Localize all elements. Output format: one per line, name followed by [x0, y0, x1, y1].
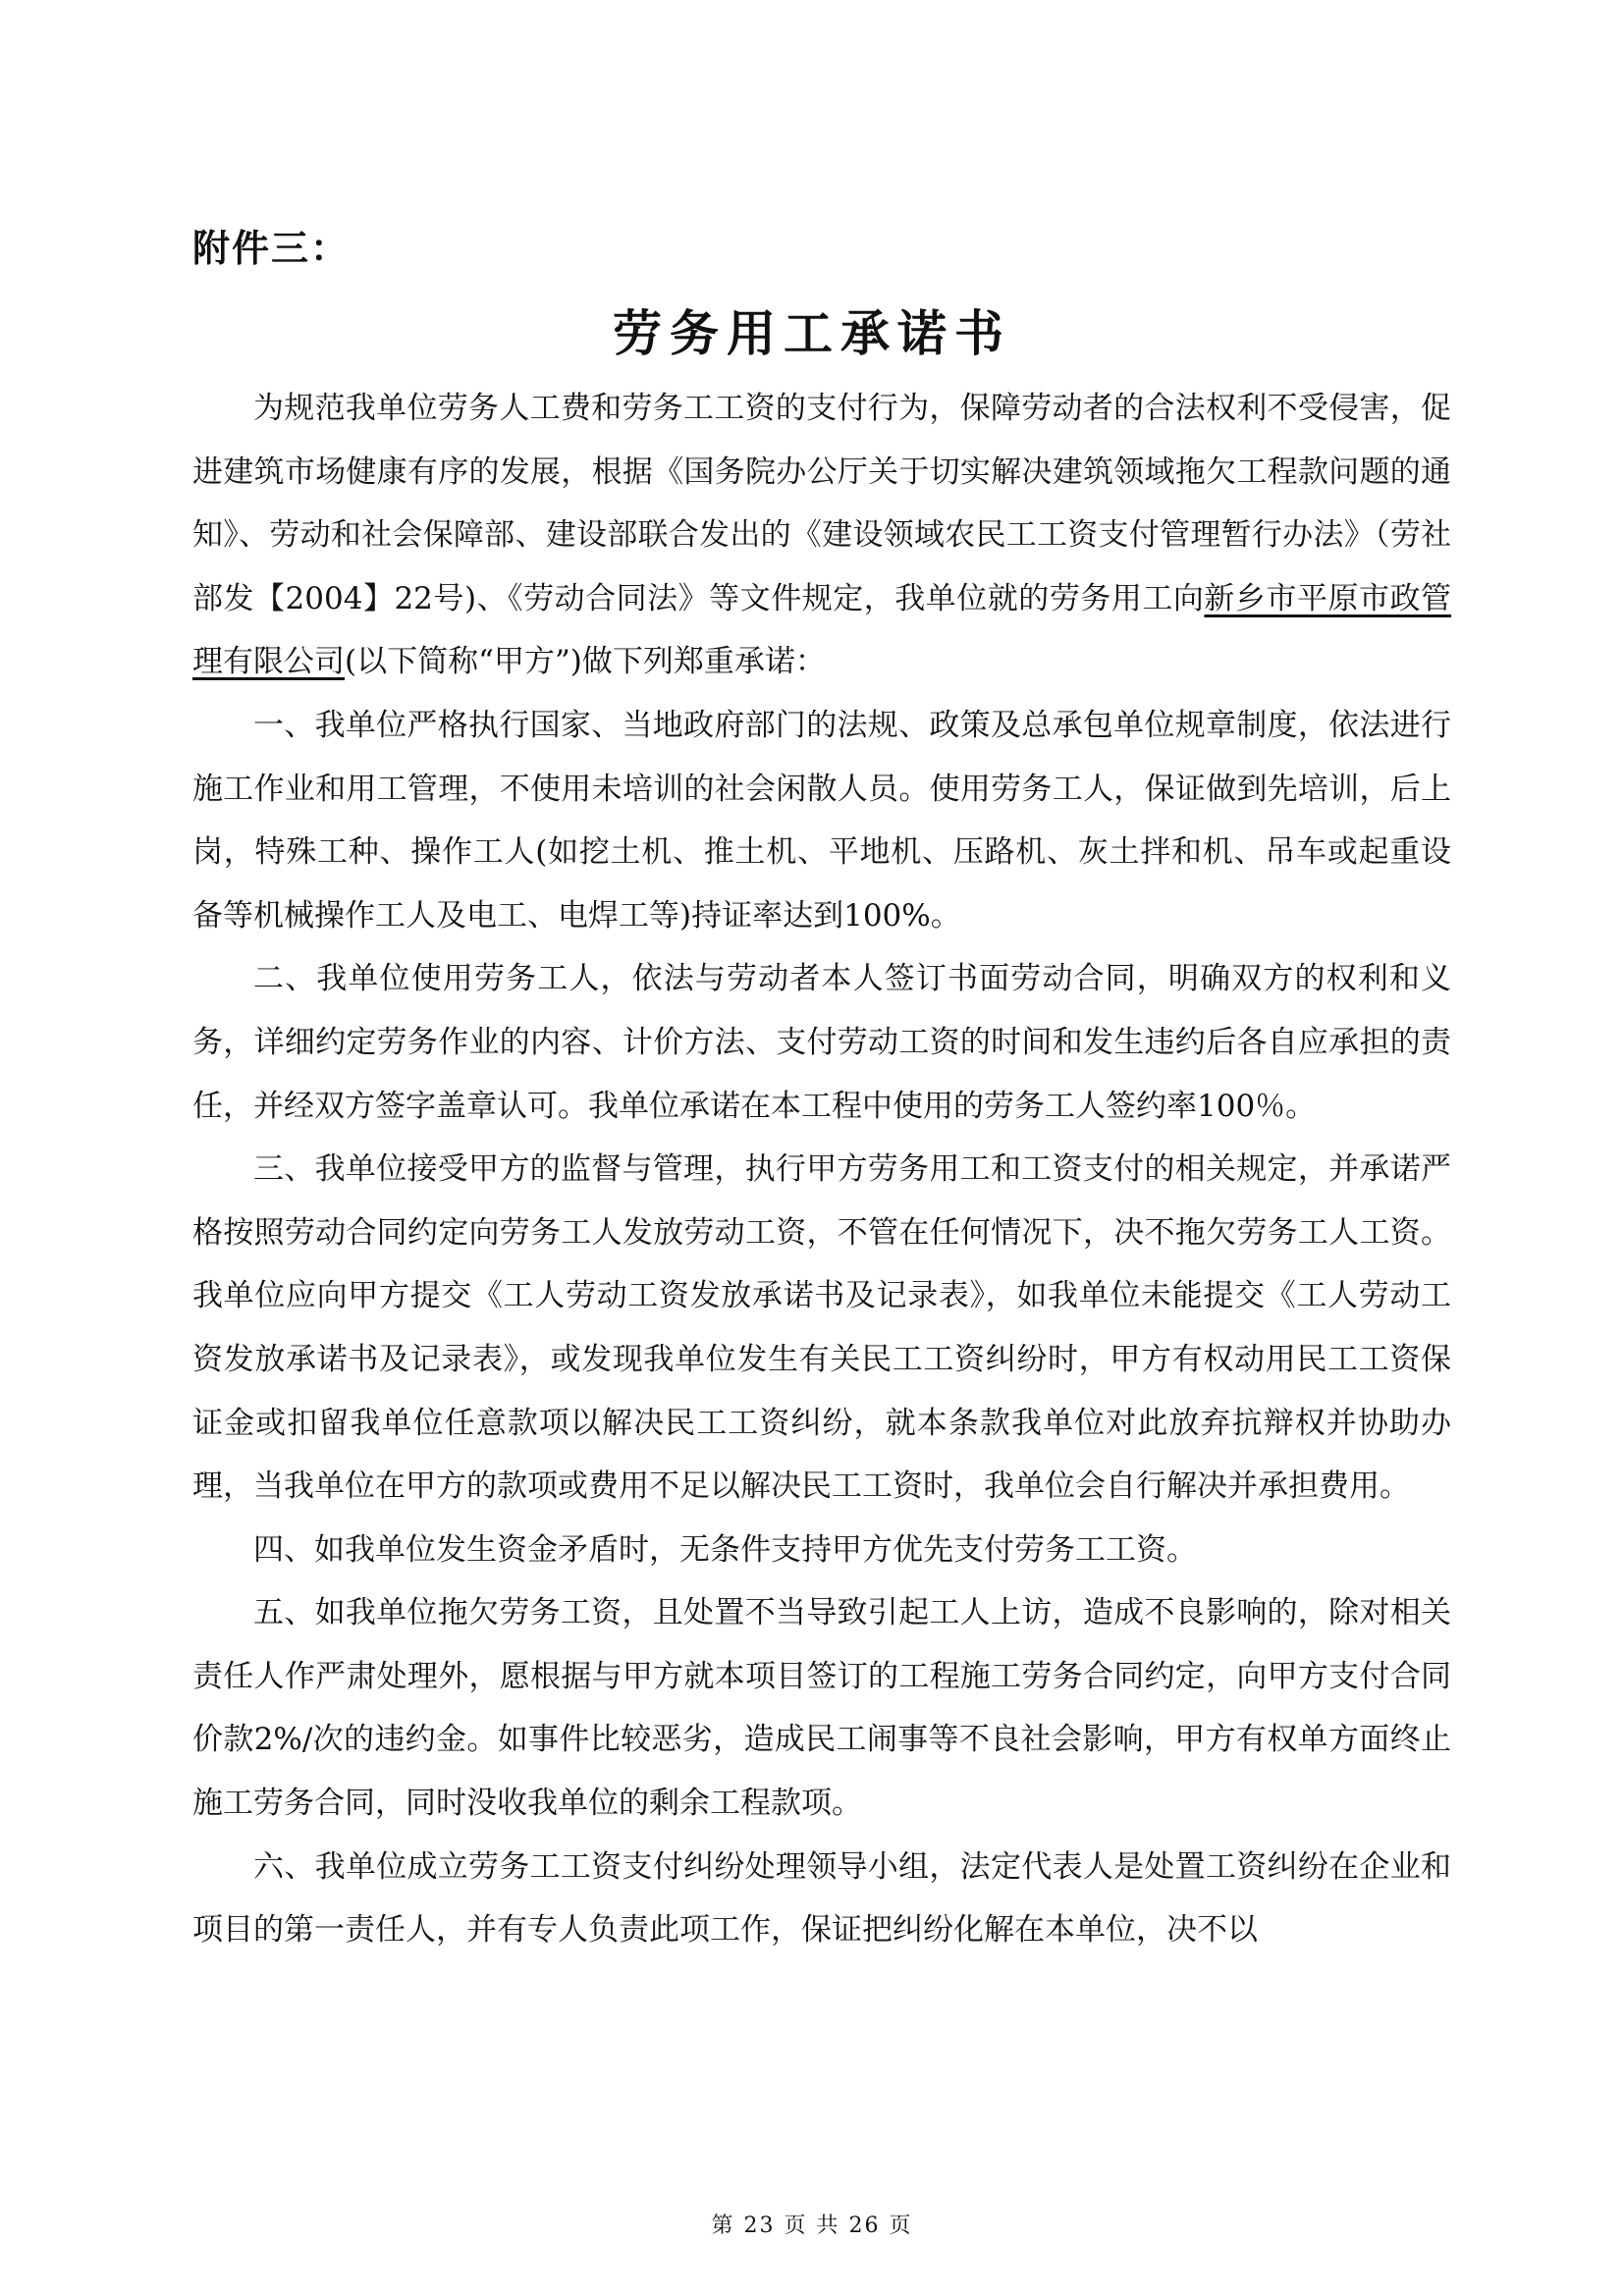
company-name: 新乡市平原市政管理有限公司 — [192, 580, 1452, 680]
intro-text-before-company: 为规范我单位劳务人工费和劳务工工资的支付行为，保障劳动者的合法权利不受侵害，促进建筑市场健康有序的发展，根据《国务院办公厅关于切实解决建筑领域拖欠工程款问题的通知》、劳动和社会保障部、建设部联合发出的《建设领域农民工工资支付管理暂行办法》（劳社部发【2004】22号)、《劳动合同法》等文件规定，我单位就的劳务用工向 — [192, 391, 1451, 616]
attachment-label: 附件三： — [192, 226, 351, 270]
page-number-footer: 第 23 页 共 26 页 — [711, 2214, 913, 2238]
document-title: 劳务用工承诺书 — [613, 304, 1011, 362]
clause-4: 四、如我单位发生资金矛盾时，无条件支持甲方优先支付劳务工工资。 — [253, 1531, 1197, 1568]
clause-2: 二、我单位使用劳务工人，依法与劳动者本人签订书面劳动合同，明确双方的权利和义务，详细约定劳务作业的内容、计价方法、支付劳动工资的时间和发生违约后各自应承担的责任，并经双方签字盖章认可。我单位承诺在本工程中使用的劳务工人签约率100％。 — [192, 961, 1451, 1124]
clause-3: 三、我单位接受甲方的监督与管理，执行甲方劳务用工和工资支付的相关规定，并承诺严格按照劳动合同约定向劳务工人发放劳动工资，不管在任何情况下，决不拖欠劳务工人工资。我单位应向甲方提交《工人劳动工资发放承诺书及记录表》，如我单位未能提交《工人劳动工资发放承诺书及记录表》，或发现我单位发生有关民工工资纠纷时，甲方有权动用民工工资保证金或扣留我单位任意款项以解决民工工资纠纷，就本条款我单位对此放弃抗辩权并协助办理，当我单位在甲方的款项或费用不足以解决民工工资时，我单位会自行解决并承担费用。 — [192, 1151, 1451, 1505]
clause-1: 一、我单位严格执行国家、当地政府部门的法规、政策及总承包单位规章制度，依法进行施工作业和用工管理，不使用未培训的社会闲散人员。使用劳务工人，保证做到先培训，后上岗，特殊工种、操作工人(如挖土机、推土机、平地机、压路机、灰土拌和机、吊车或起重设备等机械操作工人及电工、电焊工等)持证率达到100%。 — [192, 707, 1451, 934]
clause-5: 五、如我单位拖欠劳务工资，且处置不当导致引起工人上访，造成不良影响的，除对相关责任人作严肃处理外，愿根据与甲方就本项目签订的工程施工劳务合同约定，向甲方支付合同价款2%/次的违约金。如事件比较恶劣，造成民工闹事等不良社会影响，甲方有权单方面终止施工劳务合同，同时没收我单位的剩余工程款项。 — [192, 1595, 1451, 1822]
clause-6: 六、我单位成立劳务工工资支付纠纷处理领导小组，法定代表人是处置工资纠纷在企业和项目的第一责任人，并有专人负责此项工作，保证把纠纷化解在本单位，决不以 — [192, 1848, 1451, 1949]
document-body — [192, 377, 1451, 1962]
intro-paragraph — [192, 377, 1451, 694]
intro-text-after-company: (以下简称“甲方”)做下列郑重承诺： — [345, 644, 826, 680]
